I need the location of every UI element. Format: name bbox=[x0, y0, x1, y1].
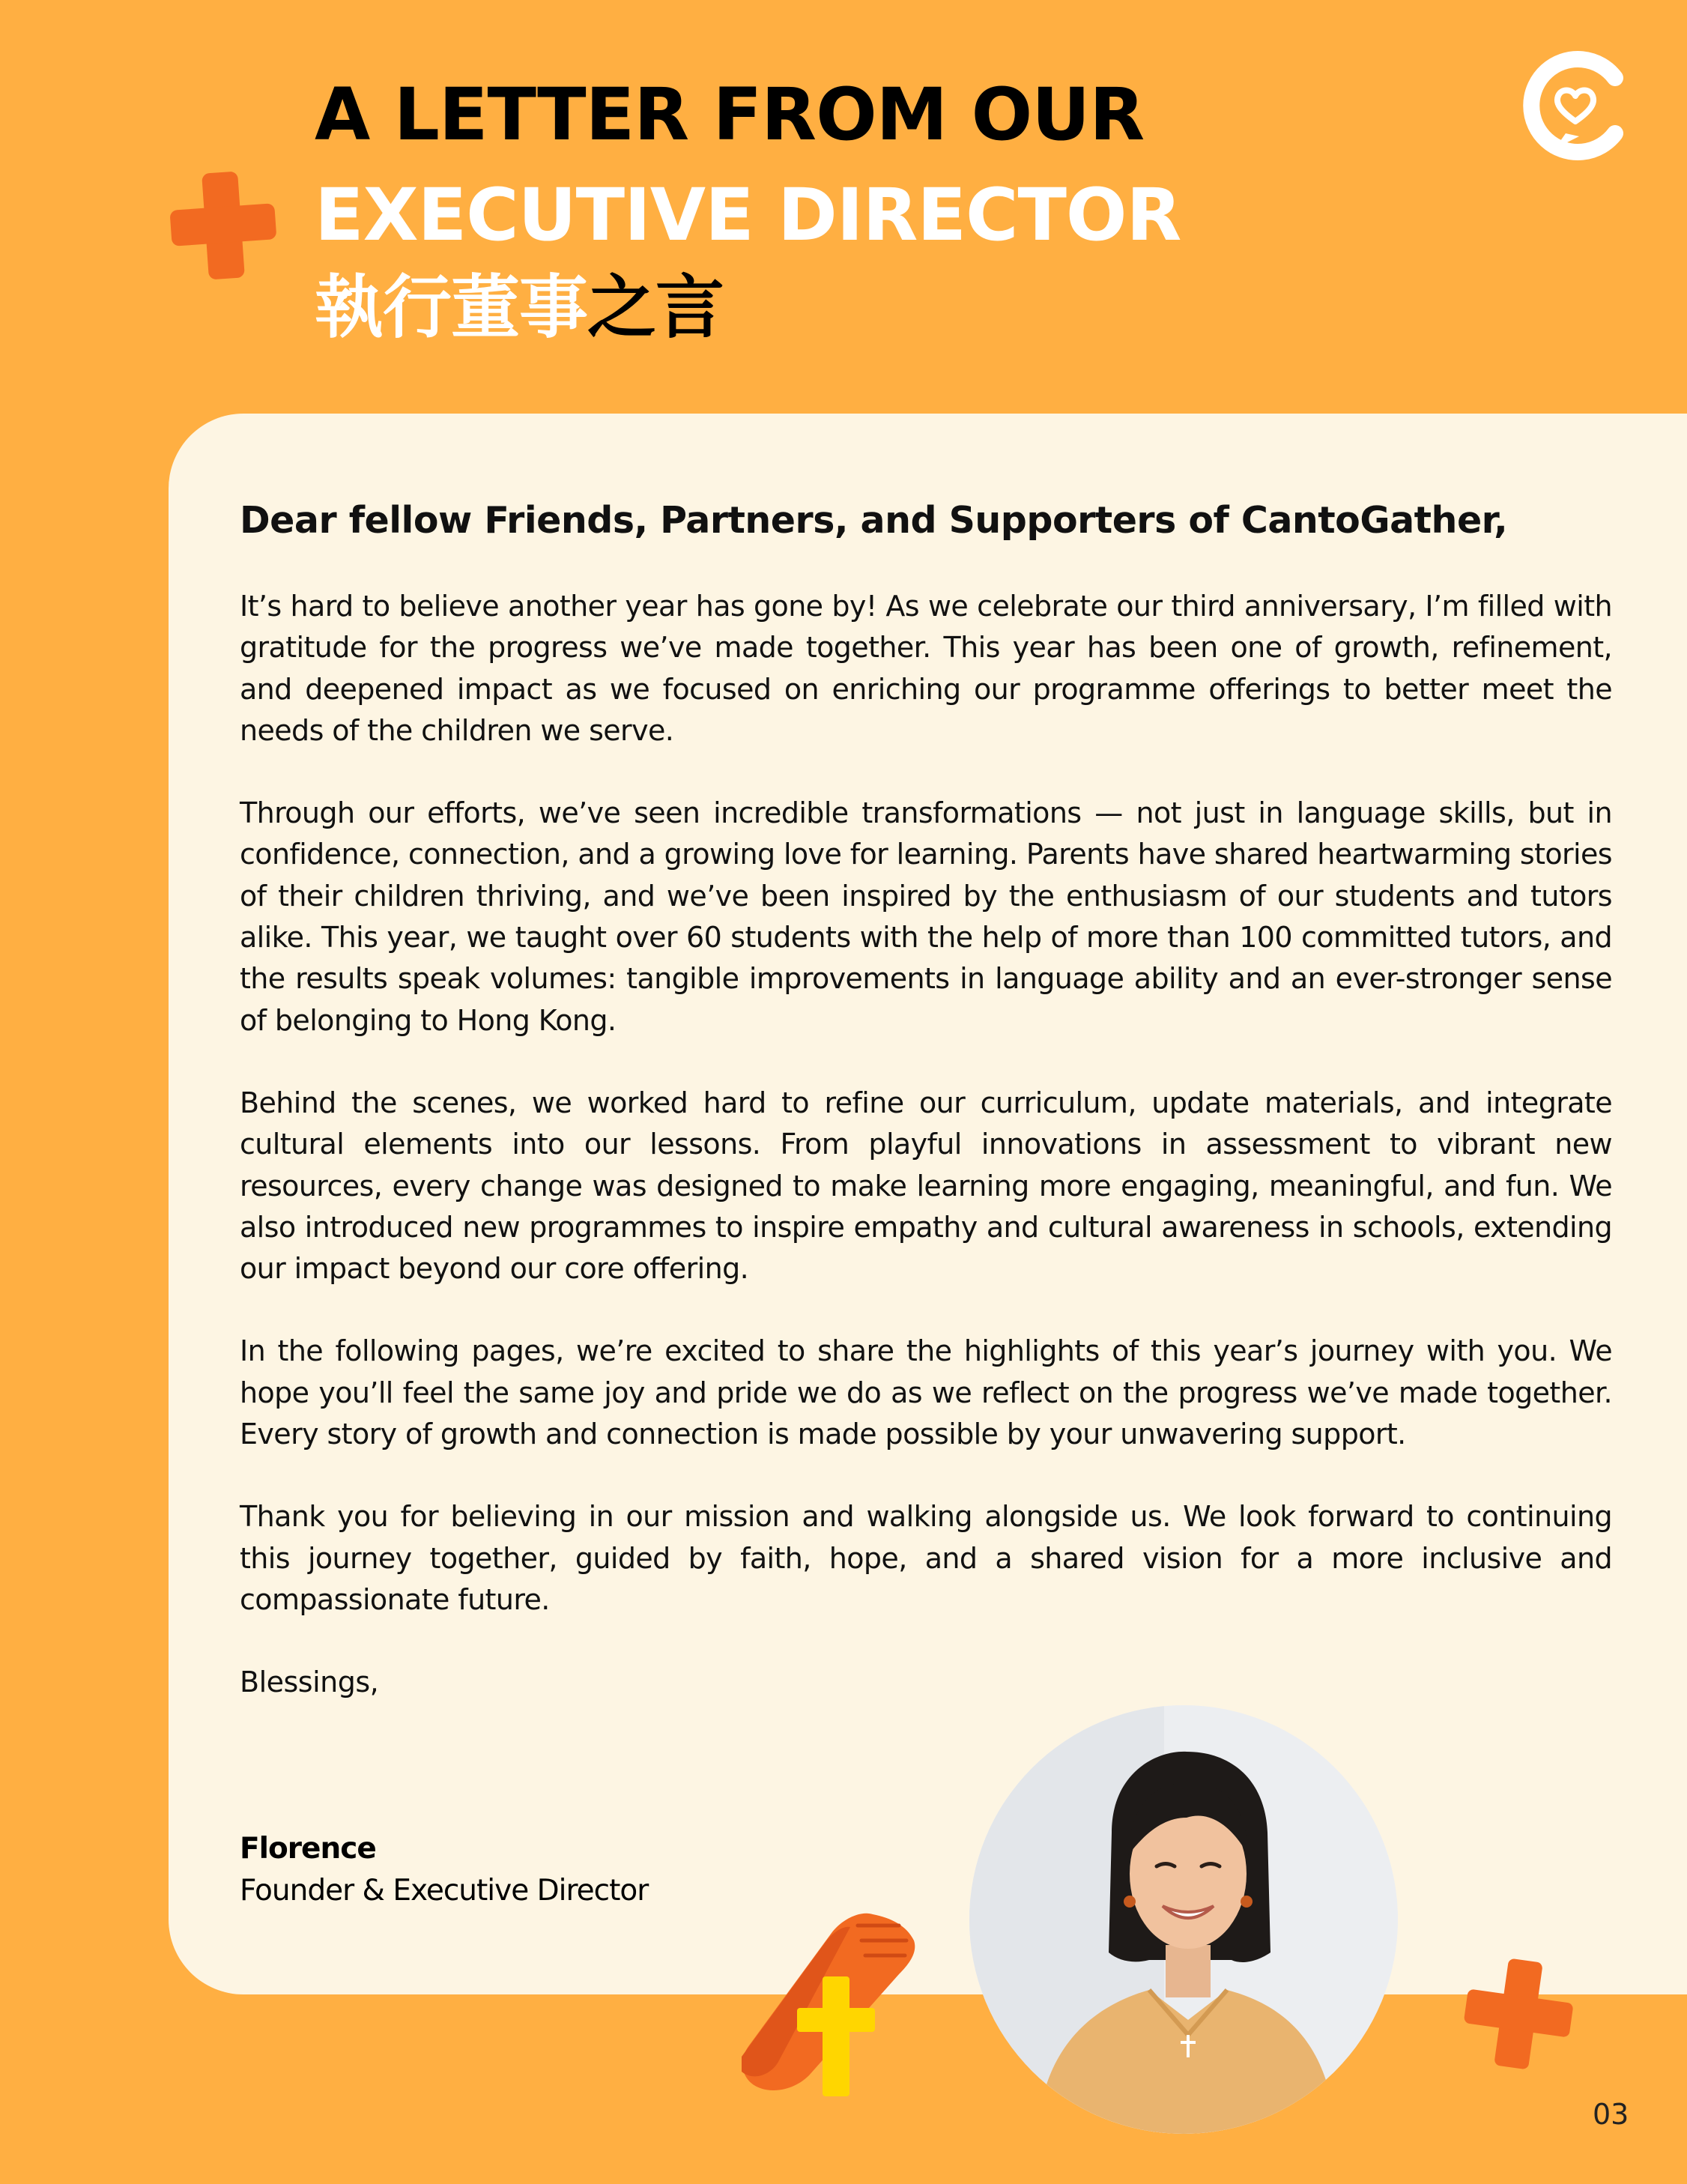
signature-name: Florence bbox=[240, 1832, 376, 1866]
paragraph: In the following pages, we’re excited to share the highlights of this year’s journey with you. We hope you’ll feel the same joy and pride we do as we reflect on the progress we’ve made together. Every story of growth and connection is made possible by your unwavering support. bbox=[240, 1334, 1612, 1451]
paragraph: Thank you for believing in our mission and walking alongside us. We look forward to continuing this journey together, guided by faith, hope, and a shared vision for a more inclusive and compassionate future. bbox=[240, 1500, 1612, 1616]
signature-title: Founder & Executive Director bbox=[240, 1874, 649, 1908]
plus-cross-icon bbox=[1459, 1955, 1578, 2072]
title-line-2: EXECUTIVE DIRECTOR bbox=[315, 173, 1181, 257]
plus-cross-icon bbox=[166, 169, 280, 282]
cantogather-logo-icon bbox=[1519, 49, 1632, 162]
title-zh-white: 執行董事 bbox=[315, 267, 588, 348]
praying-hands-icon bbox=[719, 1881, 936, 2105]
signature bbox=[240, 1828, 648, 1912]
page-number: 03 bbox=[1593, 2098, 1629, 2131]
letter-body bbox=[240, 494, 1612, 1703]
title-line-1: A LETTER FROM OUR bbox=[315, 73, 1145, 157]
paragraph: It’s hard to believe another year has gone by! As we celebrate our third anniversary, I’m filled with gratitude for the progress we’ve made together. This year has been one of growth, refinement, and deepened impact as we focused on enriching our programme offerings to better meet the needs of the children we serve. bbox=[240, 590, 1612, 747]
page-title bbox=[315, 73, 1181, 348]
greeting: Dear fellow Friends, Partners, and Supporters of CantoGather, bbox=[240, 499, 1508, 542]
paragraph: Through our efforts, we’ve seen incredible transformations — not just in language skills, but in confidence, connection, and a growing love for learning. Parents have shared heartwarming stories of their children thriving, and we’ve been inspired by the enthusiasm of our students and tutors alike. This year, we taught over 60 students with the help of more than 100 committed tutors, and the results speak volumes: tangible improvements in language ability and an ever-stronger sense of belonging to Hong Kong. bbox=[240, 796, 1612, 1037]
portrait-photo bbox=[969, 1705, 1398, 2134]
paragraph: Behind the scenes, we worked hard to refine our curriculum, update materials, and integrate cultural elements into our lessons. From playful innovations in assessment to vibrant new resources, every change was designed to make learning more engaging, meaningful, and fun. We also introduced new programmes to inspire empathy and cultural awareness in schools, extending our impact beyond our core offering. bbox=[240, 1086, 1612, 1286]
title-zh-black: 之言 bbox=[587, 267, 724, 348]
title-line-chinese bbox=[315, 267, 1181, 348]
portrait-illustration bbox=[969, 1705, 1398, 2134]
closing: Blessings, bbox=[240, 1666, 379, 1699]
